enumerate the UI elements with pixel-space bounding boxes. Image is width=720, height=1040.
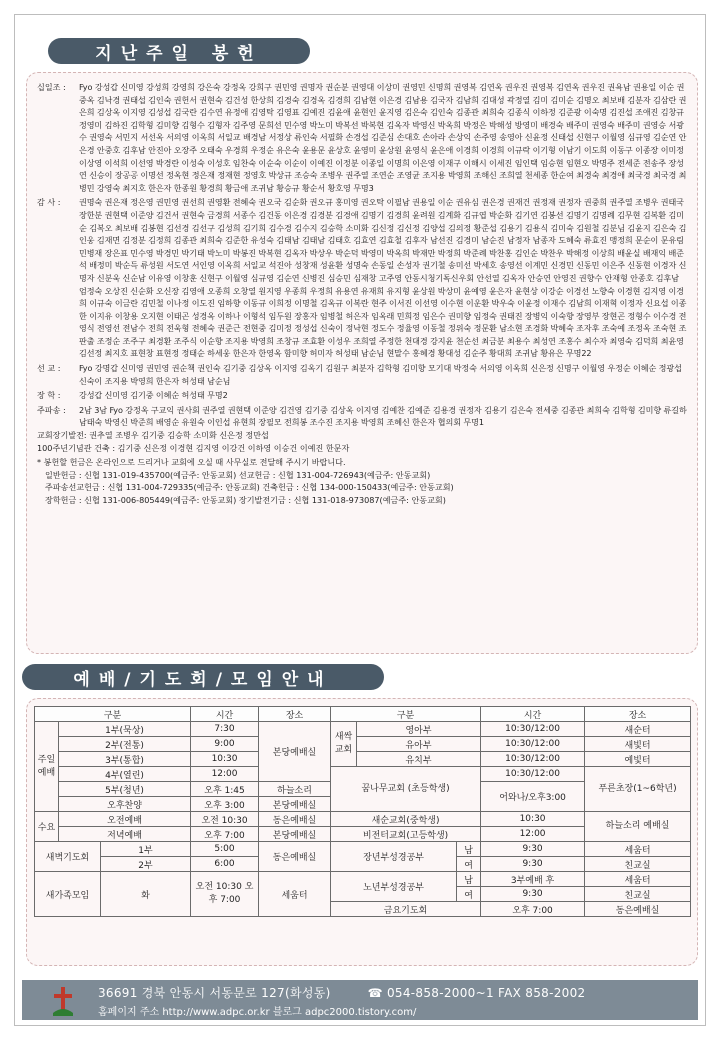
- memorial-row: [37, 404, 687, 429]
- senior-men-time: 3부예배 후: [481, 872, 585, 887]
- anniversary-line: 100주년기념관 건축 : 김기중 신은정 이경현 김지영 이강건 이하영 이승건 이예진 한문자: [37, 442, 350, 453]
- service-1: 1부(묵상): [59, 722, 191, 737]
- afternoon-praise-place: 본당예배실: [259, 797, 331, 812]
- senior-men-place: 세움터: [585, 872, 691, 887]
- infant-place: 새순터: [585, 722, 691, 737]
- offering-box: [26, 72, 698, 654]
- service-4: 4부(열린): [59, 767, 191, 782]
- toddler-dept: 유아부: [357, 737, 481, 752]
- senior-bible-study: 노년부성경공부: [331, 872, 457, 902]
- service-1-time: 7:30: [191, 722, 259, 737]
- adult-women-place: 친교실: [585, 857, 691, 872]
- adult-bible-study: 장년부성경공부: [331, 842, 457, 872]
- church-phone: ☎ 054-858-2000~1 FAX 858-2002: [367, 986, 586, 1000]
- infant-time: 10:30/12:00: [481, 722, 585, 737]
- elementary-awana-time: 어와나/오후3:00: [481, 782, 585, 812]
- scholarship-row: [37, 389, 687, 402]
- service-5-time: 오후 1:45: [191, 782, 259, 797]
- wednesday-label: 수요: [35, 812, 59, 842]
- high-school-church: 비전터교회(고등학생): [331, 827, 481, 842]
- church-cross-logo-icon: [50, 985, 76, 1017]
- church-plant-line: 교회장기발전: 권추열 조병우 김기중 김승학 소미화 신은정 정만섭: [37, 430, 269, 441]
- bank-line-1: 일반헌금 : 신협 131-019-435700(예금주: 안동교회) 선교헌금 : 신협 131-004-726943(예금주: 안동교회): [45, 469, 431, 480]
- table-row: [35, 737, 691, 752]
- tithe-label: 십일조 :: [37, 82, 66, 92]
- senior-men: 남: [457, 872, 481, 887]
- tithe-names: Fyo 강성갑 신미영 강성희 강영희 강은숙 강정옥 강희구 권민영 권명자 권순분 권영대 이상미 권영민 신명희 권영복 김연옥 권우진 권영복 김연옥 권우진 권욕남 권용일 이순 권중옥 김낙경 권태섭 김인숙 권헌서 권현숙 김건성 한상희 김경숙 김경옥 김경희 김남현 이은경 김남용 김국자 김남희 김대성 곽정열 김미 김미순 김명오 최보배 김분자 김삼란 권은희 김상옥 이지영 김성섭 김국란 김수연 유정애 김영탁 김영표 김예진 김윤애 윤현인 윤지영 김은숙 김인숙 김종관 최희숙 김종식 이하정 김준광 이숙명 김진섭 조애진 김창규 정영미 김하진 김학형 김미향 김형수 김형자 김주영 문희선 민수영 박노미 박복선 박복현 김옥자 박영신 박옥희 박정은 박해성 방영미 배경숙 배주미 권영숙 배주미 권영승 서광수 권영숙 서민지 서선옥 서의영 이옥희 서일교 배경남 서정상 류인숙 서필화 손경섭 김준심 손대호 손아라 손상익 손주영 송영아 신윤정 신태섭 신현구 이월영 심규영 김순연 안은경 안중호 김후남 안진아 오장주 오태숙 우경희 우정순 유은숙 윤용문 윤상호 윤영미 윤상원 윤영식 윤은애 이경희 이경희 이규락 이기형 이남기 이도희 이동구 이종장 이미정 이상영 이석희 이선영 박경란 이성숙 이성호 임찬숙 이순숙 이순이 이예진 이정분 이종일 이명희 이은영 이재구 이해시 이세진 임인택 임승현 임현오 박명주 전세준 전송주 장성연 신승이 장공공 이명선 정옥현 정은재 정재현 정영호 박상규 조승숙 조병우 권주열 조연순 조영균 조지용 박영희 조해신 조희열 천세종 한순여 최경숙 최경애 최국경 최국경 최병민 강영숙 최지호 한은자 한종원 황경희 황금애 조귀남 황승규 황순서 황호영 무명3: [79, 82, 687, 193]
- newcomer-place: 세움터: [259, 872, 331, 917]
- senior-women: 여: [457, 887, 481, 902]
- elementary-church: 꿈나무교회 (초등학생): [331, 767, 481, 812]
- header-division-2: 구분: [331, 707, 481, 722]
- mission-names: Fyo 강명갑 신미영 권민영 권순책 권인숙 김기중 김상옥 이지영 김옥기 김원구 최분자 김학형 김미향 모기대 박정숙 서의영 이옥희 신은정 신명구 이월영 우정순 이혜순 정광섭 신숙이 조지용 박영희 한은자 허성태 남순님: [79, 363, 682, 386]
- header-place: 장소: [259, 707, 331, 722]
- middle-school-place: 하늘소리 예배실: [585, 812, 691, 842]
- tithe-row: [37, 81, 687, 194]
- senior-women-time: 9:30: [481, 887, 585, 902]
- service-5-place: 하늘소리: [259, 782, 331, 797]
- church-address: 36691 경북 안동시 서동문로 127(화성동): [98, 986, 331, 1000]
- newcomer-time: 오전 10:30 오후 7:00: [191, 872, 259, 917]
- friday-prayer: 금요기도회: [331, 902, 481, 917]
- toddler-time: 10:30/12:00: [481, 737, 585, 752]
- offering-banner: 지난주일 봉헌: [48, 38, 310, 64]
- table-row: [35, 872, 691, 887]
- newcomer-day: 화: [101, 872, 191, 917]
- friday-prayer-time: 오후 7:00: [481, 902, 585, 917]
- bank-line-3: 장학헌금 : 신협 131-006-805449(예금주: 안동교회) 장기발전기금 : 신협 131-018-973087(예금주: 안동교회): [45, 495, 446, 505]
- dawn-place: 동은예배실: [259, 842, 331, 872]
- memorial-label: 주파송 :: [37, 404, 66, 415]
- wed-morning-time: 오전 10:30: [191, 812, 259, 827]
- service-5: 5부(청년): [59, 782, 191, 797]
- dawn-session-2: 2부: [101, 857, 191, 872]
- dawn-session-2-time: 6:00: [191, 857, 259, 872]
- header-division: 구분: [35, 707, 191, 722]
- wed-evening: 저녁예배: [59, 827, 191, 842]
- wed-morning-place: 동은예배실: [259, 812, 331, 827]
- afternoon-praise-time: 오후 3:00: [191, 797, 259, 812]
- middle-school-time: 10:30: [481, 812, 585, 827]
- dawn-session-1: 1부: [101, 842, 191, 857]
- header-place-2: 장소: [585, 707, 691, 722]
- wed-morning: 오전예배: [59, 812, 191, 827]
- table-row: [35, 752, 691, 767]
- infant-dept: 영아부: [357, 722, 481, 737]
- service-4-time: 12:00: [191, 767, 259, 782]
- elementary-time: 10:30/12:00: [481, 767, 585, 782]
- middle-school-church: 새순교회(중학생): [331, 812, 481, 827]
- table-header-row: [35, 707, 691, 722]
- friday-prayer-place: 동은예배실: [585, 902, 691, 917]
- service-2: 2부(전통): [59, 737, 191, 752]
- wed-evening-place: 본당예배실: [259, 827, 331, 842]
- kinder-time: 10:30/12:00: [481, 752, 585, 767]
- adult-men-time: 9:30: [481, 842, 585, 857]
- footer-bar: [22, 980, 698, 1020]
- dawn-prayer: 새벽기도회: [35, 842, 101, 872]
- adult-women: 여: [457, 857, 481, 872]
- table-row: [35, 812, 691, 827]
- mission-row: [37, 362, 687, 387]
- table-row: [35, 722, 691, 737]
- sprout-church: 새싹교회: [331, 722, 357, 767]
- thanks-names: 권명숙 권은재 정은영 권민영 권선희 권영환 전혜숙 권오국 김순화 권오규 홍미영 권오탁 이필남 권용일 이순 권유심 권은경 권재건 권정재 권정자 권중희 권주열 조병우 권태국 장한분 권현택 이준양 김건서 권현숙 금경희 서종수 김건동 이은경 김경분 김경애 김명기 김경희 윤려원 김계화 김규엽 박순화 김기연 김봉선 김명기 김명례 김무현 김복환 김미순 김복오 최보배 김봉현 김선경 김선구 김성희 김기희 김수경 김수지 김승학 소미화 김신정 김신정 김양섭 김의정 황준섭 김용기 김용식 김미숙 김원철 김분님 김윤지 김은숙 김인웅 김재면 김정분 김정희 김종관 최희숙 김준한 유성숙 김태남 김태남 김태호 김효연 김효철 김후자 남선진 김경미 남순진 남정자 남종자 도혜숙 류효진 맹정희 문순이 문유림 민병재 장은표 민수영 박경민 박기태 박노미 박봉진 박복현 김옥자 박상우 박순덕 박영미 박옥희 박재만 박정희 박준례 박찬홍 김인순 박찬우 박해정 이상희 배윤실 배재익 배준석 배정미 박순득 류성원 서도연 서인영 이옥희 서일교 석진아 성창재 성윤환 성명숙 손동일 손성자 권기철 송미선 박세호 송영선 이계민 신경민 신동민 이은주 신동현 이경자 신명자 신분욱 신순남 이유영 이창훈 신현구 이월영 심규영 김순연 신병진 심승민 심재창 고주영 안동시청기독신우회 안선열 김옥자 안승연 안영진 권향수 안재형 안종호 김후남 엄정숙 오상진 신순화 오신장 김영애 오종희 오창열 원지영 우종희 우정희 유용연 유재희 유지형 윤상원 박상미 윤예영 윤은자 윤현상 이강순 이경선 노향숙 이경현 김지영 이경희 이규숙 이금란 김민철 이나정 이도진 임하향 이동규 이희정 이명철 김옥규 이복란 현주 이서진 이선영 이수현 이운환 박우숙 이윤정 이재수 김남희 이재혁 이정자 신요섭 이종한 이지유 이창용 오지현 이태곤 성경옥 이하나 이형석 임두원 장홍자 임병철 허은자 임옥래 민희정 임은수 권미향 임정숙 권태진 장병익 이숙향 장영부 장현곤 정형수 이수경 전영식 전영선 전남수 전희 전욱형 전혜숙 권준근 전현중 김미정 정성섭 신숙이 정낙현 정도수 정율영 이동철 정위숙 정문환 남소현 조경화 박혜숙 조자후 조숙예 조정옥 조숙현 조판출 조정순 조주구 최경환 조주식 이순향 조지용 박영희 조창규 조효환 이성우 조희열 주정한 천대경 강지윤 천순선 최금분 최용수 최성연 조홍수 최수자 최영숙 김덕희 최윤영 김선정 최지호 표현창 표현정 정태순 하세웅 한은자 한영옥 함미향 허미자 허성태 남순님 현말수 홍혜경 황대성 김순주 황대희 조귀남 황유은 무명22: [79, 197, 687, 359]
- schedule-banner: 예배/기도회/모임안내: [22, 664, 384, 690]
- newcomer-meeting: 새가족모임: [35, 872, 101, 917]
- sunday-worship-label: 주일예배: [35, 722, 59, 812]
- high-school-time: 12:00: [481, 827, 585, 842]
- memorial-names: 2남 3남 Fyo 강정옥 구교익 권사회 권주열 권현택 이준양 김건영 김기중 김상옥 이지영 김예찬 김예준 김용경 권정자 김용기 김은숙 전세중 김종관 최희숙 김학형 김미향 류길하 남태숙 박영신 박준희 배영순 유원숙 이인섭 유현희 장필모 전희봉 조수진 조지용 박영희 조혜신 한은자 협의회 무명1: [79, 404, 687, 428]
- table-row: [35, 842, 691, 857]
- adult-men: 남: [457, 842, 481, 857]
- afternoon-praise: 오후찬양: [59, 797, 191, 812]
- main-hall: 본당예배실: [259, 722, 331, 782]
- scholarship-label: 장 학 :: [37, 390, 61, 401]
- kinder-dept: 유치부: [357, 752, 481, 767]
- service-3: 3부(통합): [59, 752, 191, 767]
- bank-line-2: 주파송선교헌금 : 신협 131-004-729335(예금주: 안동교회) 건축헌금 : 신협 134-000-150433(예금주: 안동교회): [45, 482, 454, 493]
- adult-men-place: 세움터: [585, 842, 691, 857]
- footer-address-line: [98, 984, 585, 1001]
- elementary-place: 푸른초장(1~6학년): [585, 767, 691, 812]
- schedule-table: [34, 706, 691, 917]
- church-web-links[interactable]: 홈페이지 주소 http://www.adpc.or.kr 블로그 adpc2000.tistory.com/: [98, 1007, 417, 1018]
- kinder-place: 예빛터: [585, 752, 691, 767]
- thanks-row: [37, 196, 687, 360]
- scholarship-names: 강성갑 신미영 김기중 이혜순 허성태 무명2: [79, 390, 228, 401]
- thanks-label: 감 사 :: [37, 197, 61, 208]
- wed-evening-time: 오후 7:00: [191, 827, 259, 842]
- senior-women-place: 친교실: [585, 887, 691, 902]
- service-3-time: 10:30: [191, 752, 259, 767]
- table-row: [35, 767, 691, 782]
- schedule-box: [26, 698, 698, 966]
- dawn-session-1-time: 5:00: [191, 842, 259, 857]
- service-2-time: 9:00: [191, 737, 259, 752]
- mission-label: 선 교 :: [37, 363, 61, 374]
- adult-women-time: 9:30: [481, 857, 585, 872]
- toddler-place: 새빛터: [585, 737, 691, 752]
- offering-notice: * 봉헌할 헌금은 온라인으로 드리거나 교회에 오실 때 사무실로 전달해 주시기 바랍니다.: [37, 457, 346, 468]
- header-time: 시간: [191, 707, 259, 722]
- header-time-2: 시간: [481, 707, 585, 722]
